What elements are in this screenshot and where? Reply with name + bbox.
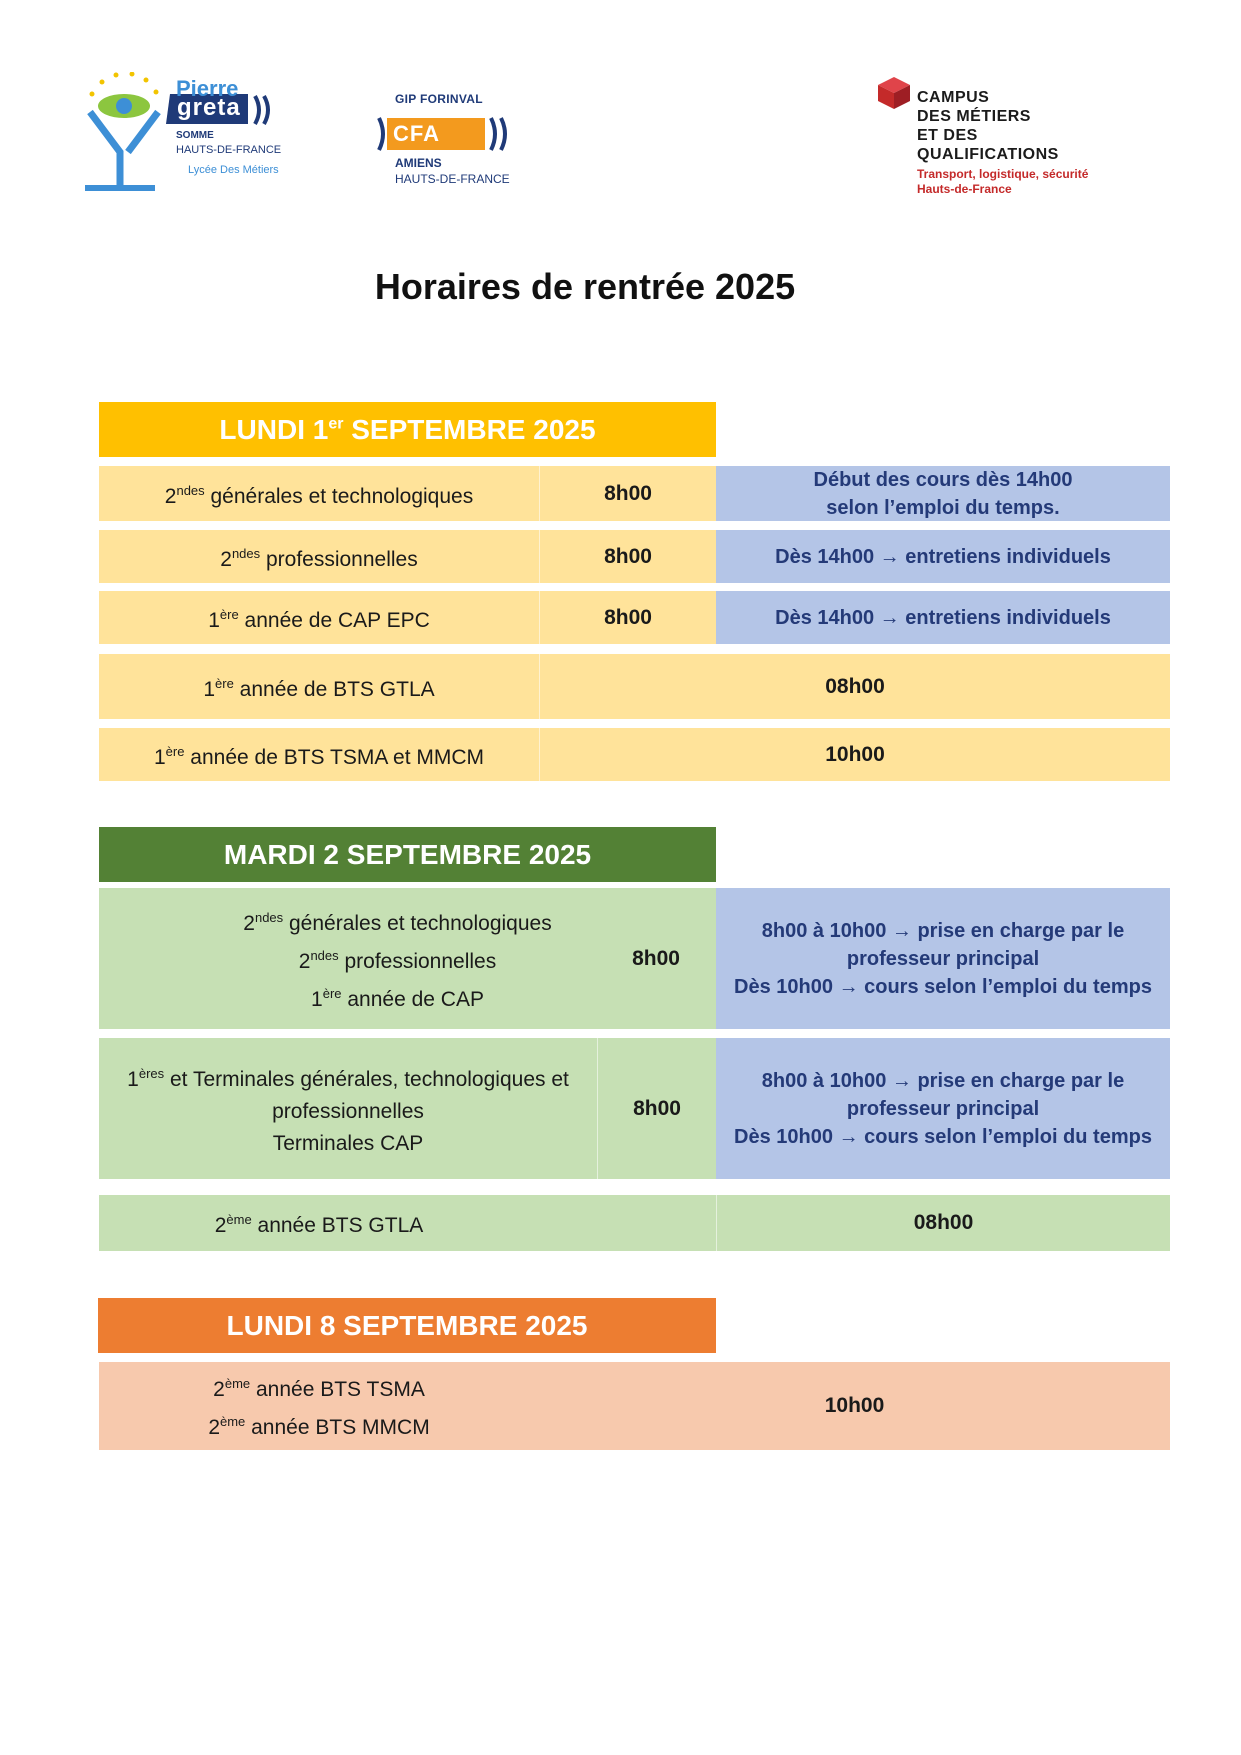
row-time: 8h00	[539, 466, 716, 521]
section-header-monday-8	[98, 1298, 716, 1353]
section-header-text: LUNDI 8 SEPTEMBRE 2025	[226, 1309, 588, 1341]
row-info: Début des cours dès 14h00 selon l’emploi du temps.	[716, 466, 1170, 521]
row-info: Dès 14h00 → entretiens individuels	[716, 530, 1170, 583]
greta-pierre-text: Pierre	[176, 76, 239, 101]
cfa-region-text: HAUTS-DE-FRANCE	[395, 172, 510, 186]
row-time: 10h00	[539, 728, 1170, 781]
row-label: 1ère année de BTS TSMA et MMCM	[99, 728, 539, 781]
greta-logo	[80, 72, 310, 197]
row-label: 1ères et Terminales générales, technologiques et professionnelles Terminales CAP	[99, 1038, 597, 1179]
campus-line-3: ET DES	[917, 127, 978, 144]
row-spacer	[539, 1195, 716, 1251]
campus-cube-icon	[877, 76, 911, 110]
section-header-text: LUNDI 1er SEPTEMBRE 2025	[219, 413, 596, 445]
row-label: $2^{ndes}$ générales et technologiques $2^{ndes}$ professionnelles 1ère année de CAP	[99, 888, 696, 1029]
arrow-right-icon: →	[891, 1069, 912, 1092]
campus-line-1: CAMPUS	[917, 89, 990, 106]
row-label: 1ère année de CAP EPC	[99, 591, 539, 644]
greta-school-text: Lycée Des Métiers	[188, 164, 279, 176]
arrow-right-icon: →	[879, 606, 900, 629]
row-label: 1ère année de BTS GTLA	[99, 654, 539, 719]
arrow-right-icon: →	[838, 1125, 859, 1148]
row-time: 8h00	[597, 1038, 716, 1179]
row-time: 8h00	[596, 888, 716, 1029]
row-time: 8h00	[539, 530, 716, 583]
cfa-name-text: CFA	[393, 121, 440, 146]
greta-region-text: HAUTS-DE-FRANCE	[176, 144, 282, 156]
campus-line-2: DES MÉTIERS	[917, 108, 1031, 125]
row-label: 2ème année BTS TSMA 2ème année BTS MMCM	[99, 1362, 539, 1450]
campus-region: Hauts-de-France	[917, 182, 1012, 196]
campus-logo	[877, 76, 1137, 201]
campus-tagline: Transport, logistique, sécurité	[917, 167, 1089, 181]
section-header-text: MARDI 2 SEPTEMBRE 2025	[223, 838, 592, 870]
section-header-tuesday-2	[99, 827, 716, 882]
arrow-right-icon: →	[838, 975, 859, 998]
row-time: 8h00	[539, 591, 716, 644]
cfa-logo	[375, 88, 535, 193]
row-info: Dès 14h00 → entretiens individuels	[716, 591, 1170, 644]
arrow-right-icon: →	[891, 919, 912, 942]
row-label: $2^{ndes}$ professionnelles	[99, 530, 539, 583]
row-info: 8h00 à 10h00 → prise en charge par le professeur principal Dès 10h00 → cours selon l’emploi du temps	[716, 1038, 1170, 1179]
row-label: $2^{ndes}$ générales et technologiques	[99, 466, 539, 521]
page-title: Horaires de rentrée 2025	[374, 266, 796, 307]
row-time: 08h00	[539, 654, 1170, 719]
campus-line-4: QUALIFICATIONS	[917, 146, 1059, 163]
section-header-monday-1	[99, 402, 716, 457]
row-label: 2ème année BTS GTLA	[99, 1195, 539, 1251]
greta-name-text: greta	[177, 94, 241, 121]
cfa-city-text: AMIENS	[395, 156, 442, 170]
greta-dept-text: SOMME	[176, 130, 214, 141]
row-info: 8h00 à 10h00 → prise en charge par le professeur principal Dès 10h00 → cours selon l’emploi du temps	[716, 888, 1170, 1029]
row-time: 08h00	[716, 1195, 1170, 1251]
cfa-top-text: GIP FORINVAL	[395, 92, 483, 106]
arrow-right-icon: →	[879, 545, 900, 568]
row-time: 10h00	[539, 1362, 1170, 1450]
